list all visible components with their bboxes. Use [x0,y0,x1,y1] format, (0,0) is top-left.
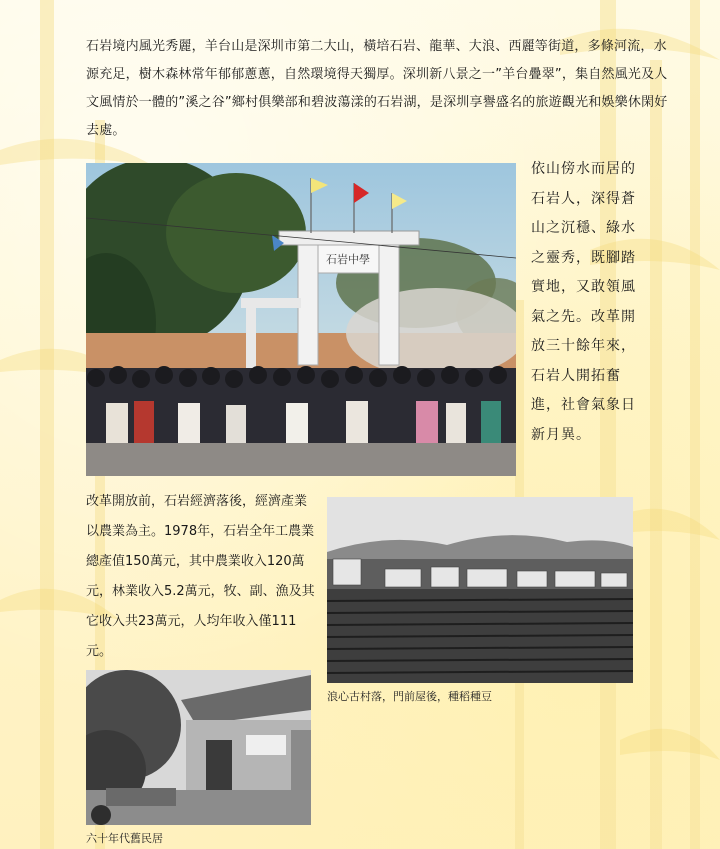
side-paragraph: 依山傍水而居的石岩人，深得蒼山之沉穩、綠水之靈秀，既腳踏實地，又敢領風氣之先。改革開放三十餘年來，石岩人開拓奮進，社會氣象日新月異。 [531,161,636,443]
economy-paragraph: 改革開放前，石岩經濟落後，經濟產業以農業為主。1978年，石岩全年工農業總產值150萬元，其中農業收入120萬元，林業收入5.2萬元，牧、副、漁及其它收入共23萬元，人均年收入僅111元。 [86,494,315,659]
gate-sign-text: 石岩中學 [326,254,370,266]
old-houses-photo [86,670,311,825]
village-fields-caption: 浪心古村落，門前屋後，種稻種豆 [327,690,492,703]
village-fields-photo [327,497,633,683]
school-gate-photo [86,163,516,476]
intro-paragraph: 石岩境内風光秀麗，羊台山是深圳市第二大山，橫培石岩、龍華、大浪、西麗等街道，多條河流，水源充足，樹木森林常年郁郁蔥蔥，自然環境得天獨厚。深圳新八景之一”羊台疊翠”，集自然風光及人文風情於一體的”溪之谷”鄉村俱樂部和碧波蕩漾的石岩湖，是深圳享譽盛名的旅遊觀光和娛樂休閑好去處。 [86,39,668,138]
old-houses-caption: 六十年代舊民居 [86,832,163,845]
